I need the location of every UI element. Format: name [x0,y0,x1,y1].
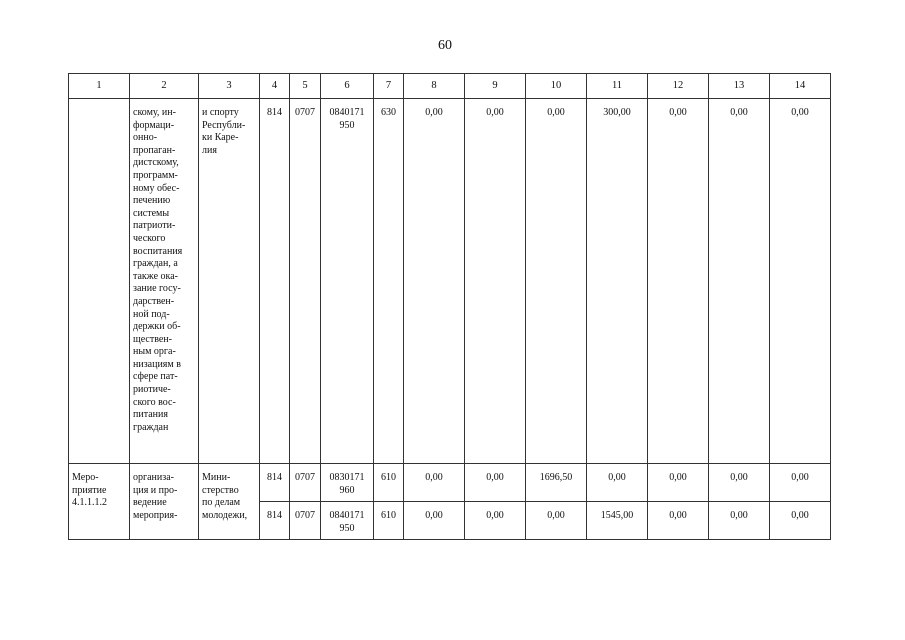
cell-text-line: системы [133,207,170,219]
cell-text-line: организа- [133,472,174,483]
cell-text-line: питания [133,409,168,421]
cell-value: 0,00 [404,99,465,464]
cell-text-line: онно- [133,132,158,144]
cell-value: 0,00 [709,502,770,540]
table-row-event-sub1 [69,464,831,502]
cell-text-line: ществен- [133,333,172,345]
cell-text-line: граждан, а [133,258,178,270]
cell-text-line: Мини- [202,472,231,483]
cell-expense-type: 610 [374,464,404,502]
cell-text-line: держки об- [133,321,181,333]
cell-text-line: мероприя- [133,509,178,521]
cell-text-line: пропаган- [133,144,176,156]
target-code-text: 0840171 950 [329,107,365,131]
cell-grbs: 814 [260,464,290,502]
cell-value: 0,00 [709,464,770,502]
header-cell: 2 [130,74,199,99]
cell-section: 0707 [290,502,321,540]
cell-text-line: ведение [133,497,167,509]
cell-text-line: ной под- [133,308,170,320]
cell-value: 0,00 [526,99,587,464]
cell-text-line: ция и про- [133,484,178,496]
cell-value: 1545,00 [587,502,648,540]
cell-text-line: Республи- [202,119,246,131]
cell-value: 0,00 [526,502,587,540]
cell-expense-type: 610 [374,502,404,540]
cell-value: 0,00 [709,99,770,464]
cell-target-code [321,99,374,464]
cell-value: 0,00 [404,502,465,540]
cell-value: 0,00 [465,502,526,540]
cell-text-line: программ- [133,169,178,181]
target-code-text: 0830171 960 [329,472,365,496]
header-cell: 10 [526,74,587,99]
cell-grbs: 814 [260,99,290,464]
cell-text-line: Меро- [72,472,99,483]
cell-text-line: ным орга- [133,346,176,358]
cell-text-line: также ока- [133,270,178,282]
cell-target-code [321,464,374,502]
cell-text-line: дистскому, [133,157,179,169]
cell-value: 0,00 [648,464,709,502]
header-cell: 8 [404,74,465,99]
cell-text-line: стерство [202,484,239,496]
cell-value: 0,00 [587,464,648,502]
cell-text-line: формаци- [133,119,175,131]
cell-col1-empty [69,99,130,464]
cell-text-line: молодежи, [202,509,248,521]
header-cell: 7 [374,74,404,99]
cell-text-line: печению [133,195,171,207]
header-cell: 1 [69,74,130,99]
cell-text-line: граждан [133,421,169,433]
cell-text-line: зание госу- [133,283,181,295]
cell-value: 0,00 [770,502,831,540]
cell-grbs: 814 [260,502,290,540]
cell-value: 0,00 [404,464,465,502]
cell-value: 0,00 [648,502,709,540]
cell-section: 0707 [290,99,321,464]
cell-text-line: риотиче- [133,384,171,396]
cell-event-executor [199,464,260,540]
cell-text-line: приятие [72,484,107,496]
header-cell: 9 [465,74,526,99]
budget-table [68,73,831,540]
cell-executor [199,99,260,464]
header-cell: 13 [709,74,770,99]
cell-value: 0,00 [465,464,526,502]
cell-value: 0,00 [465,99,526,464]
header-cell: 14 [770,74,831,99]
cell-event-description [130,464,199,540]
cell-description [130,99,199,464]
cell-event-id [69,464,130,540]
cell-text-line: ского вос- [133,396,176,408]
cell-text-line: по делам [202,497,241,509]
cell-text-line: ческого [133,232,166,244]
header-cell: 5 [290,74,321,99]
header-row [69,74,831,99]
cell-text-line: скому, ин- [133,107,176,118]
cell-text-line: дарствен- [133,295,175,307]
header-cell: 12 [648,74,709,99]
header-cell: 6 [321,74,374,99]
cell-text-line: лия [202,144,217,156]
page-number: 60 [438,38,452,53]
cell-text-line: сфере пат- [133,371,178,383]
cell-text-line: ки Каре- [202,132,239,144]
cell-text-line: ному обес- [133,182,180,194]
cell-text-line: патриоти- [133,220,176,232]
cell-text-line: воспитания [133,245,183,257]
header-cell: 3 [199,74,260,99]
cell-value: 0,00 [770,464,831,502]
header-cell: 11 [587,74,648,99]
cell-text-line: 4.1.1.1.2 [72,497,107,509]
cell-section: 0707 [290,464,321,502]
cell-expense-type: 630 [374,99,404,464]
cell-text-line: низациям в [133,358,181,370]
cell-value: 0,00 [770,99,831,464]
cell-target-code [321,502,374,540]
cell-value: 300,00 [587,99,648,464]
target-code-text: 0840171 950 [329,510,365,534]
header-cell: 4 [260,74,290,99]
cell-text-line: и спорту [202,107,239,118]
table-row-continuation [69,99,831,464]
cell-value: 1696,50 [526,464,587,502]
cell-value: 0,00 [648,99,709,464]
